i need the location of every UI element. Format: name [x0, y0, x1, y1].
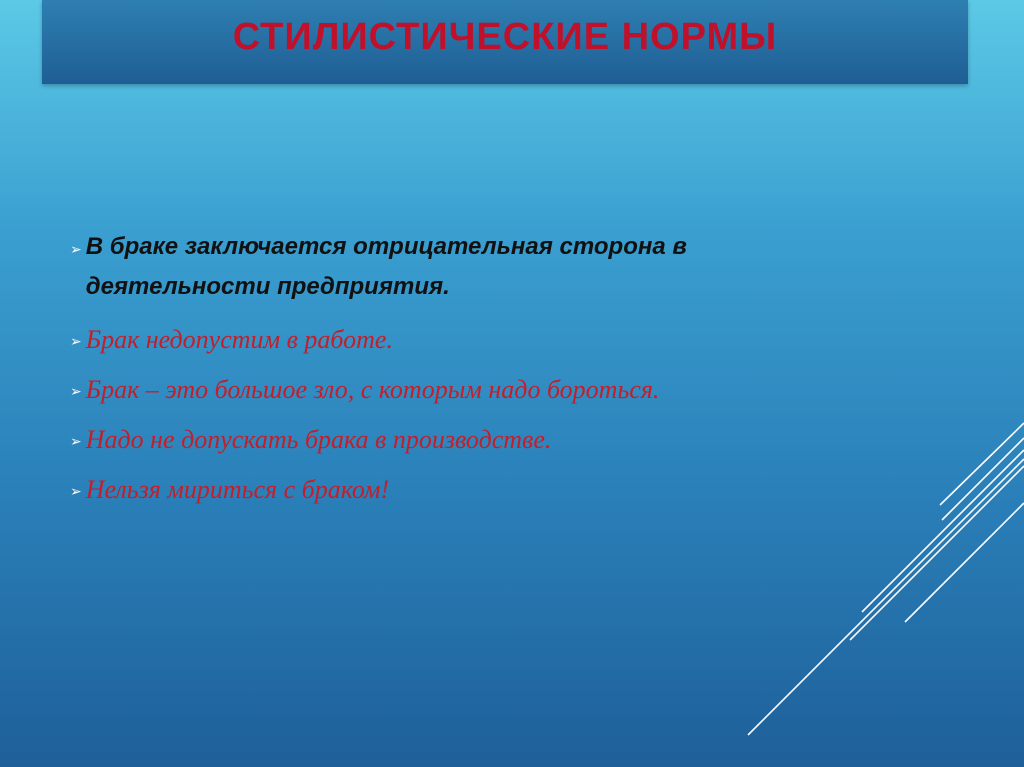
decor-line — [862, 450, 1024, 612]
decor-line — [940, 423, 1024, 505]
decor-line — [942, 438, 1024, 520]
list-item-text: В браке заключается отрицательная сторона в деятельности предприятия. — [85, 233, 687, 300]
list-item-text: Нельзя мириться с браком! — [85, 475, 390, 504]
slide-title: СТИЛИСТИЧЕСКИЕ НОРМЫ — [232, 15, 778, 58]
list-item-text: Брак недопустим в работе. — [85, 325, 393, 354]
arrow-bullet-icon: ➢ — [70, 242, 82, 258]
decor-line — [850, 466, 1024, 640]
bullet-list — [70, 235, 870, 529]
title-bar — [42, 0, 968, 84]
list-item-text: Брак – это большое зло, с которым надо бороться. — [85, 375, 660, 404]
list-item-text: Надо не допускать брака в производстве. — [85, 425, 552, 454]
arrow-bullet-icon: ➢ — [70, 384, 82, 400]
list-item — [70, 475, 870, 507]
list-item — [70, 235, 870, 307]
list-item — [70, 425, 870, 457]
list-item — [70, 375, 870, 407]
arrow-bullet-icon: ➢ — [70, 334, 82, 350]
list-item — [70, 325, 870, 357]
decor-line — [905, 503, 1024, 622]
arrow-bullet-icon: ➢ — [70, 484, 82, 500]
arrow-bullet-icon: ➢ — [70, 434, 82, 450]
